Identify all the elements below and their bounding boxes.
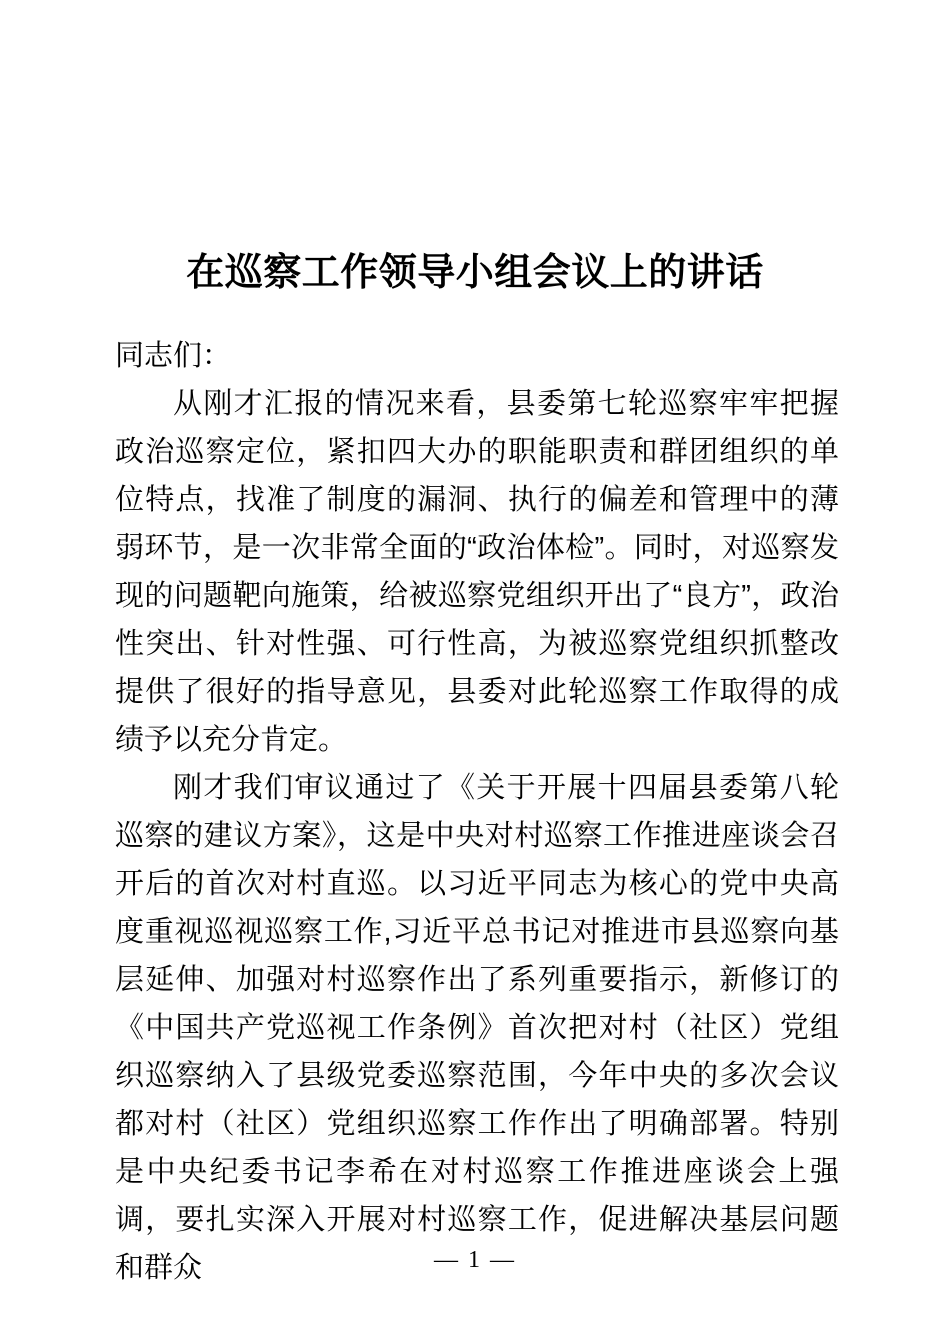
paragraph-1: 从刚才汇报的情况来看，县委第七轮巡察牢牢把握政治巡察定位，紧扣四大办的职能职责和群团组织的单位特点，找准了制度的漏洞、执行的偏差和管理中的薄弱环节，是一次非常全面的“政治体检”。同时，对巡察发现的问题靶向施策，给被巡察党组织开出了“良方”，政治性突出、针对性强、可行性高，为被巡察党组织抓整改提供了很好的指导意见，县委对此轮巡察工作取得的成绩予以充分肯定。 xyxy=(115,388,839,756)
paragraph-2: 刚才我们审议通过了《关于开展十四届县委第八轮巡察的建议方案》，这是中央对村巡察工作推进座谈会召开后的首次对村直巡。以习近平同志为核心的党中央高度重视巡视巡察工作,习近平总书记对推进市县巡察向基层延伸、加强对村巡察作出了系列重要指示，新修订的《中国共产党巡视工作条例》首次把对村（社区）党组织巡察纳入了县级党委巡察范围，今年中央的多次会议都对村（社区）党组织巡察工作作出了明确部署。特别是中央纪委书记李希在对村巡察工作推进座谈会上强调，要扎实深入开展对村巡察工作，促进解决基层问题和群众 xyxy=(115,772,839,1284)
document-body xyxy=(115,332,839,1292)
page-title: 在巡察工作领导小组会议上的讲话 xyxy=(186,252,764,295)
salutation: 同志们： xyxy=(115,340,232,372)
page-number-footer: — 1 — xyxy=(434,1247,516,1273)
